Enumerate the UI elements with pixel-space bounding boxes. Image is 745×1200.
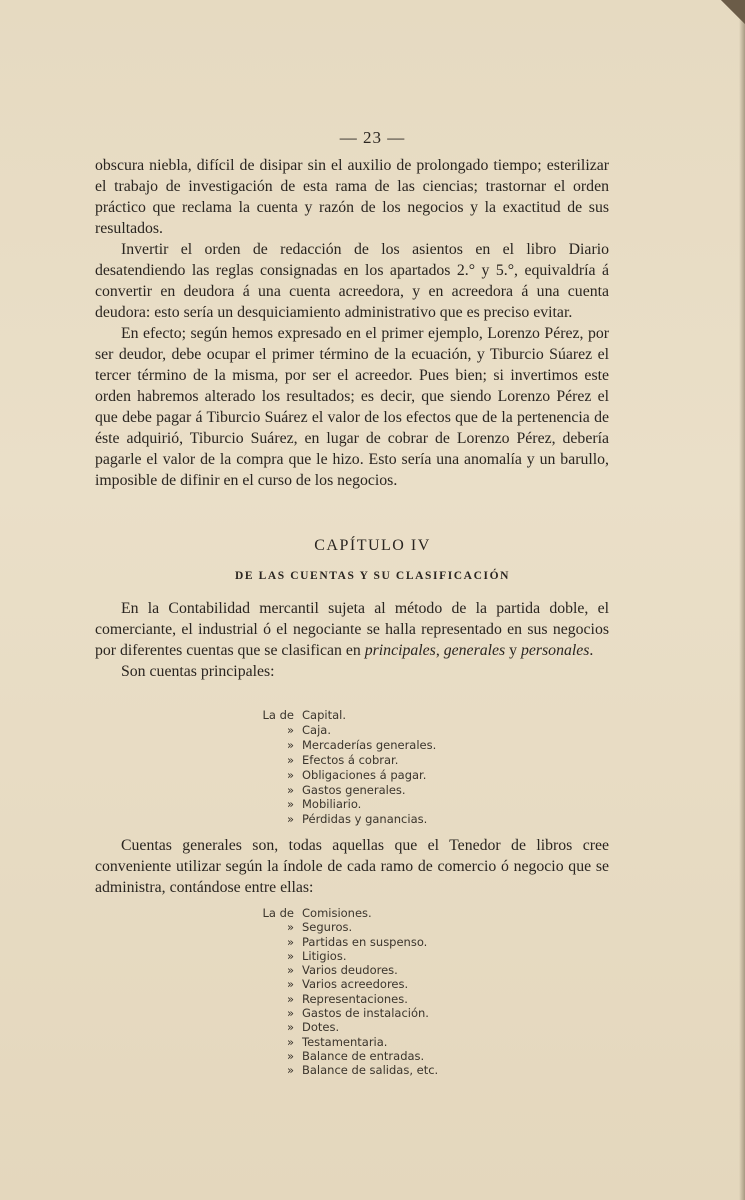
ditto-mark: » [286, 920, 294, 935]
account-list-item [258, 1049, 438, 1063]
ditto-mark: » [286, 948, 294, 963]
account-name: Comisiones. [302, 906, 372, 920]
term-principales: principales [364, 642, 436, 659]
ditto-mark: » [286, 963, 294, 978]
general-accounts-list [258, 906, 438, 1078]
ditto-mark: » [286, 782, 294, 797]
term-generales: generales [443, 642, 506, 659]
account-list-item [258, 992, 438, 1006]
account-list-item [258, 708, 436, 723]
ditto-mark: » [286, 797, 294, 812]
sentence-end: . [589, 642, 594, 659]
paragraph-3: En efecto; según hemos expresado en el primer ejemplo, Lorenzo Pérez, por ser deudor, debe ocupar el primer término de la ecuación, y Tiburcio Súarez el tercer término de la misma, por ser el acreedor. Pues bien; si invertimos este orden habremos alterado los resultados; es decir, que siendo Lorenzo Pérez el que debe pagar á Tiburcio Suárez el valor de los efectos que de la pertenencia de éste adquirió, Tiburcio Suárez, en lugar de cobrar de Lorenzo Pérez, debería pagarle el valor de la compra que le hizo. Esto sería una anomalía y un barullo, imposible de difinir en el curso de los negocios. [95, 325, 609, 489]
account-name: Pérdidas y ganancias. [302, 812, 428, 827]
account-list-item [258, 723, 436, 738]
classification-text-start: En la Contabilidad mercantil sujeta al método de la partida doble, el comerciante, el industrial ó el negociante se halla representado en sus negocios por diferentes cuentas que se clasifican en [95, 600, 609, 659]
account-name: Caja. [302, 722, 331, 737]
folded-corner [711, 0, 745, 34]
term-personales: personales [520, 642, 590, 659]
account-name: Varios acreedores. [302, 977, 409, 992]
paragraph-2: Invertir el orden de redacción de los asientos en el libro Diario desatendiendo las reglas consignadas en los apartados 2.° y 5.°, equivaldría á convertir en deudora á una cuenta acreedora, y en acreedora á una cuenta deudora: esto sería un desquiciamiento administrativo que es preciso evitar. [95, 241, 609, 321]
account-name: Obligaciones á pagar. [302, 767, 427, 782]
ditto-mark: » [286, 977, 294, 992]
account-list-item [258, 977, 438, 991]
chapter-subtitle: DE LAS CUENTAS Y SU CLASIFICACIÓN [234, 570, 511, 582]
ditto-mark: » [286, 1020, 294, 1035]
list-prefix: La de [262, 708, 294, 722]
account-list-item [258, 963, 438, 977]
chapter-title: CAPÍTULO IV [314, 537, 431, 554]
account-list-item [258, 1020, 438, 1034]
ditto-mark: » [286, 812, 294, 827]
account-name: Balance de entradas. [302, 1048, 425, 1063]
account-name: Mercaderías generales. [302, 737, 437, 752]
account-name: Mobiliario. [302, 797, 362, 812]
intro-text [95, 155, 609, 491]
account-name: Seguros. [302, 920, 353, 935]
account-name: Varios deudores. [302, 963, 398, 978]
account-name: Gastos generales. [302, 782, 406, 797]
account-name: Balance de salidas, etc. [302, 1063, 439, 1078]
ditto-mark: » [286, 752, 294, 767]
ditto-mark: » [286, 991, 294, 1006]
account-list-item [258, 783, 436, 798]
separator-1: , [435, 642, 444, 659]
account-name: Testamentaria. [302, 1034, 388, 1049]
account-list-item [258, 935, 438, 949]
account-name: Efectos á cobrar. [302, 752, 399, 767]
account-name: Partidas en suspenso. [302, 934, 428, 949]
account-list-item [258, 753, 436, 768]
ditto-mark: » [286, 737, 294, 752]
page-edge-shadow [739, 0, 745, 1200]
page-number: — 23 — [339, 128, 406, 147]
ditto-mark: » [286, 1034, 294, 1049]
principal-accounts-intro: Son cuentas principales: [121, 663, 275, 680]
paragraph-1: obscura niebla, difícil de disipar sin el auxilio de prolongado tiempo; esterilizar el trabajo de investigación de esta rama de las ciencias; trastornar el orden práctico que reclama la cuenta y razón de los negocios y la exactitud de sus resultados. [95, 157, 609, 237]
account-name: Dotes. [302, 1020, 340, 1035]
ditto-mark: » [286, 1048, 294, 1063]
account-list-item [258, 812, 436, 827]
classification-paragraph [95, 598, 609, 661]
general-text [95, 835, 609, 898]
account-name: Representaciones. [302, 991, 408, 1006]
account-list-item [258, 1063, 438, 1077]
principal-accounts-list [258, 708, 436, 827]
account-list-item [258, 797, 436, 812]
account-list-item [258, 738, 436, 753]
ditto-mark: » [286, 934, 294, 949]
account-name: Capital. [302, 708, 346, 722]
account-list-item [258, 920, 438, 934]
account-list-item [258, 906, 438, 920]
account-name: Gastos de instalación. [302, 1006, 429, 1021]
account-list-item [258, 1006, 438, 1020]
ditto-mark: » [286, 1006, 294, 1021]
ditto-mark: » [286, 1063, 294, 1078]
general-accounts-paragraph: Cuentas generales son, todas aquellas que el Tenedor de libros cree conveniente utilizar según la índole de cada ramo de comercio ó negocio que se administra, contándose entre ellas: [95, 837, 609, 896]
account-list-item [258, 949, 438, 963]
separator-2: y [505, 642, 521, 659]
account-list-item [258, 768, 436, 783]
account-name: Litigios. [302, 948, 347, 963]
list-prefix: La de [262, 906, 294, 920]
ditto-mark: » [286, 722, 294, 737]
ditto-mark: » [286, 767, 294, 782]
classification-text [95, 598, 609, 682]
account-list-item [258, 1035, 438, 1049]
